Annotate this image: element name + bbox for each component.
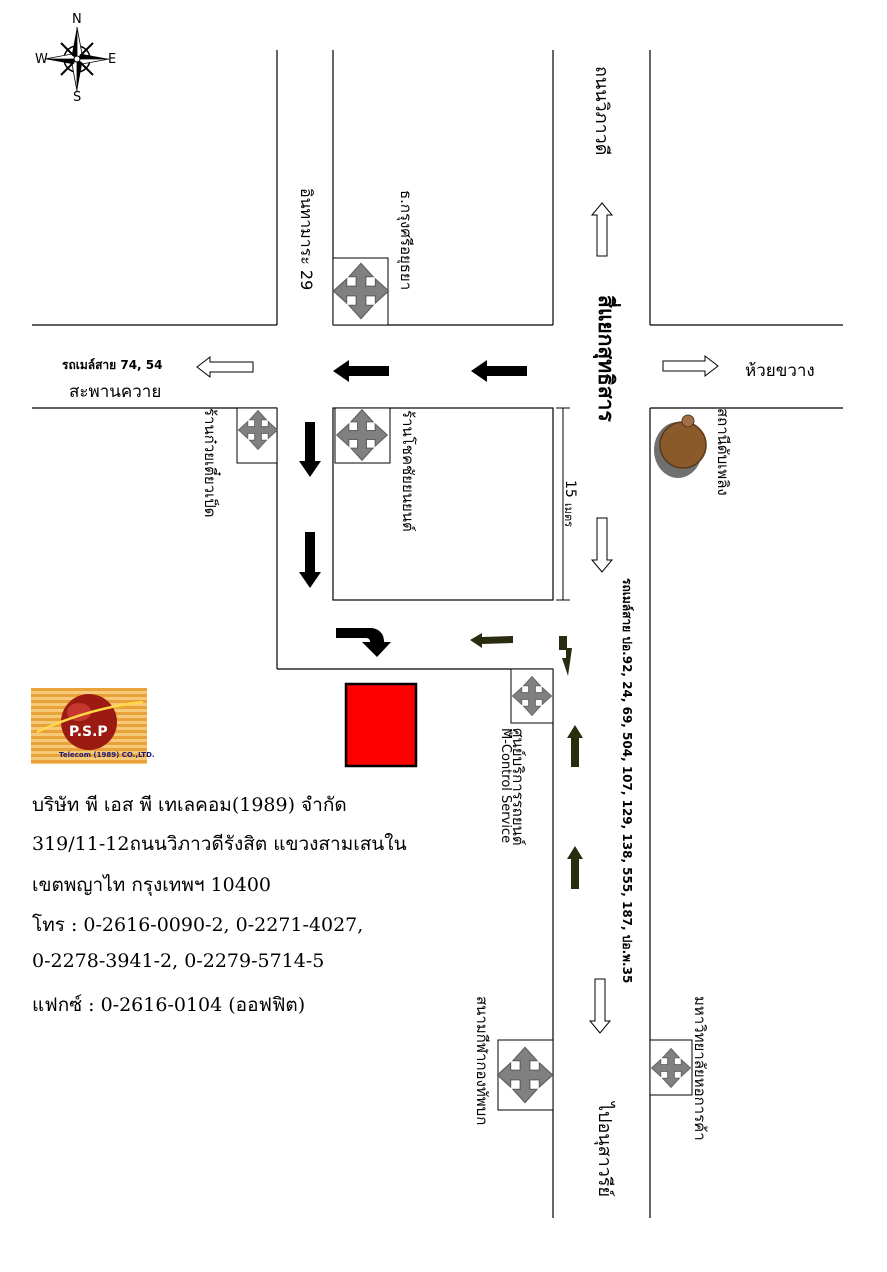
bank-label: ธ.กรุงศรีอยุธยา	[397, 190, 415, 291]
stadium-marker	[497, 1040, 553, 1110]
west-arrow-icon	[197, 357, 253, 377]
fax-line: แฟกซ์ : 0-2616-0104 (ออฟฟิต)	[32, 994, 306, 1016]
university-marker	[650, 1040, 692, 1095]
local-arrow-north-1	[567, 725, 583, 767]
noodle-shop-label: ร้านก๋วยเตี๋ยวเป็ด	[201, 408, 219, 518]
distance-value: 15	[562, 480, 578, 498]
intersection-label: สี่แยกสุทธิสาร	[594, 295, 618, 422]
road-lines	[32, 50, 843, 1218]
address-line-2: เขตพญาไท กรุงเทพฯ 10400	[32, 874, 272, 896]
fire-station-label: สถานีดับเพลิง	[714, 408, 732, 496]
north-arrow-icon	[592, 203, 612, 256]
service-center-en-label: M-Control Service	[498, 728, 513, 844]
west-buses-label: รถเมล์สาย 74, 54	[62, 358, 163, 372]
soi-label: อินทามาระ 29	[297, 188, 316, 291]
fire-station-icon	[654, 415, 706, 478]
compass-n-label: N	[72, 12, 82, 27]
company-name: บริษัท พี เอส พี เทเลคอม(1989) จำกัด	[32, 794, 347, 816]
address-line-1: 319/11-12ถนนวิภาวดีรังสิต แขวงสามเสนใน	[32, 833, 407, 855]
east-direction-label: ห้วยขวาง	[745, 361, 815, 381]
service-center-label: ศูนย์บริการรถยนต์	[509, 728, 527, 846]
noodle-shop-marker	[237, 408, 278, 463]
north-road-label: ถนนวิภาวดี	[591, 66, 612, 156]
bank-marker	[333, 258, 389, 325]
compass-w-label: W	[35, 52, 48, 67]
bus-lines-label: รถเมล์สาย ปอ.92, 24, 69, 504, 107, 129, 138, 555, 187, ปอ.พ.35	[620, 578, 634, 984]
west-direction-label: สะพานควาย	[69, 382, 162, 402]
route-arrow-west-1	[471, 360, 527, 382]
route-arrow-south-1	[299, 422, 321, 477]
route-arrow-south-2	[299, 532, 321, 588]
compass-e-label: E	[108, 52, 117, 67]
phone-line-2: 0-2278-3941-2, 0-2279-5714-5	[32, 950, 325, 972]
car-shop-label: ร้านโชคชัยยนยนต์	[399, 410, 417, 532]
hollow-arrows	[197, 203, 718, 1033]
south-arrow-icon	[592, 518, 612, 572]
compass-icon	[45, 27, 109, 91]
south-arrow-icon-2	[590, 979, 610, 1033]
service-center-marker	[511, 669, 553, 723]
logo-subtitle: Telecom (1989) CO.,LTD.	[59, 751, 155, 759]
destination-building	[346, 684, 416, 766]
compass-s-label: S	[73, 90, 82, 105]
local-arrow-west	[470, 633, 513, 648]
east-arrow-icon	[663, 356, 718, 376]
local-arrow-uturn	[559, 636, 572, 676]
route-arrow-west-2	[333, 360, 389, 382]
stadium-label: สนามกีฬากองทัพบก	[473, 996, 491, 1126]
route-arrow-turn	[336, 628, 391, 657]
company-logo	[31, 688, 155, 764]
logo-brand: P.S.P	[69, 724, 108, 740]
university-label: มหาวิทยาลัยหอการค้า	[691, 996, 709, 1141]
south-direction-label: ไปอนุสาวรีย์	[594, 1102, 615, 1198]
phone-line-1: โทร : 0-2616-0090-2, 0-2271-4027,	[32, 914, 364, 936]
distance-unit: เมตร	[562, 503, 575, 528]
local-arrow-north-2	[567, 846, 583, 889]
car-shop-marker	[335, 408, 390, 463]
